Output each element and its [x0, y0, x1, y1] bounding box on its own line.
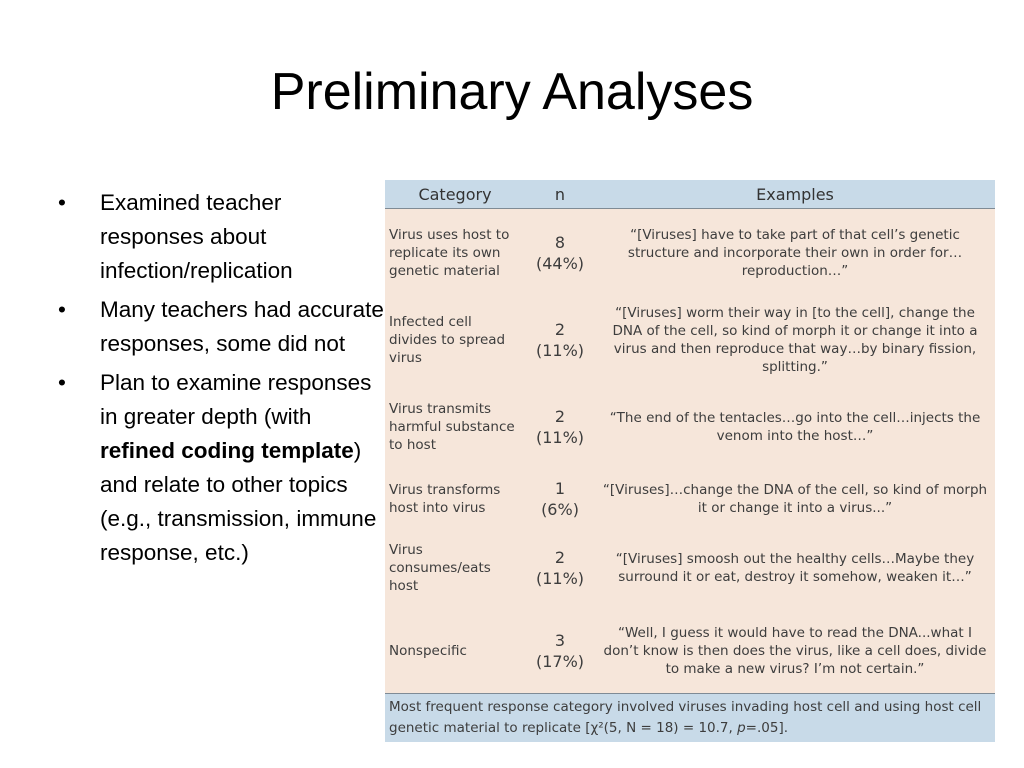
row-percent: (6%) [541, 500, 579, 519]
bullet-marker: • [58, 370, 66, 395]
slide-title: Preliminary Analyses [270, 63, 754, 121]
row-count-cell [525, 527, 595, 609]
bullet-text-start: Plan to examine responses in greater depth (with [100, 370, 372, 429]
table-header-row [385, 180, 995, 209]
bullet-marker: • [58, 297, 66, 322]
bullet-item [56, 293, 386, 361]
bullet-text-end: ) and relate to other topics (e.g., transmission, immune response, etc.) [100, 438, 377, 565]
row-example: “Well, I guess it would have to read the DNA...what I don’t know is then does the virus, like a cell does, divide to make a new virus? I’m not certain.” [603, 625, 987, 677]
row-percent: (11%) [535, 428, 585, 447]
bullet-item [56, 186, 386, 288]
results-table-panel [385, 180, 995, 736]
row-count: 2 [554, 320, 566, 339]
footer-p-symbol: p [737, 720, 746, 736]
row-percent: (44%) [535, 254, 585, 273]
row-example: “[Viruses] smoosh out the healthy cells…Maybe they surround it or eat, destroy it somehow, weaken it…” [615, 551, 975, 585]
row-count-cell [525, 609, 595, 694]
table-row [385, 209, 995, 298]
row-example: “[Viruses] have to take part of that cell’s genetic structure and incorporate their own in order for…reproduction…” [627, 227, 963, 279]
row-count: 8 [554, 233, 566, 252]
row-percent: (17%) [535, 652, 585, 671]
row-percent: (11%) [535, 569, 585, 588]
header-category: Category [385, 180, 525, 209]
header-n: n [525, 180, 595, 209]
row-count-cell [525, 471, 595, 527]
table-footer [385, 694, 995, 743]
row-count: 1 [554, 479, 566, 498]
row-count: 2 [554, 407, 566, 426]
bullet-text-bold: refined coding template [100, 438, 354, 463]
table-row [385, 471, 995, 527]
bullet-item [56, 366, 386, 570]
row-count-cell [525, 297, 595, 383]
row-count-cell [525, 209, 595, 298]
row-percent: (11%) [535, 341, 585, 360]
row-example: “[Viruses]…change the DNA of the cell, so kind of morph it or change it into a virus...” [602, 482, 988, 516]
bullet-text: Examined teacher responses about infection/replication [100, 190, 293, 283]
row-count: 3 [554, 631, 566, 650]
row-category: Virus transmits harmful substance to host [389, 401, 515, 453]
table-row [385, 383, 995, 471]
table-footer-row [385, 694, 995, 743]
row-category: Virus uses host to replicate its own genetic material [389, 227, 510, 279]
row-category: Virus consumes/eats host [389, 542, 491, 594]
row-category: Infected cell divides to spread virus [389, 314, 506, 366]
row-category: Nonspecific [389, 643, 467, 659]
row-count-cell [525, 383, 595, 471]
row-category: Virus transforms host into virus [389, 482, 501, 516]
footer-text: Most frequent response category involved viruses invading host cell and using host cell genetic material to replicate [χ²(5, N = 18) = 10.7, [389, 699, 982, 736]
row-example: “The end of the tentacles…go into the cell…injects the venom into the host…” [609, 410, 981, 444]
bullet-text: Many teachers had accurate responses, some did not [100, 297, 384, 356]
bullet-list [56, 186, 386, 575]
results-table [385, 180, 995, 742]
table-row [385, 527, 995, 609]
footer-p-value: =.05]. [745, 720, 789, 736]
row-count: 2 [554, 548, 566, 567]
header-examples: Examples [595, 180, 995, 209]
bullet-marker: • [58, 190, 66, 215]
table-row [385, 609, 995, 694]
table-row [385, 297, 995, 383]
row-example: “[Viruses] worm their way in [to the cell], change the DNA of the cell, so kind of morph it or change it into a virus and then reproduce that way…by binary fission, splitting.” [612, 305, 978, 375]
